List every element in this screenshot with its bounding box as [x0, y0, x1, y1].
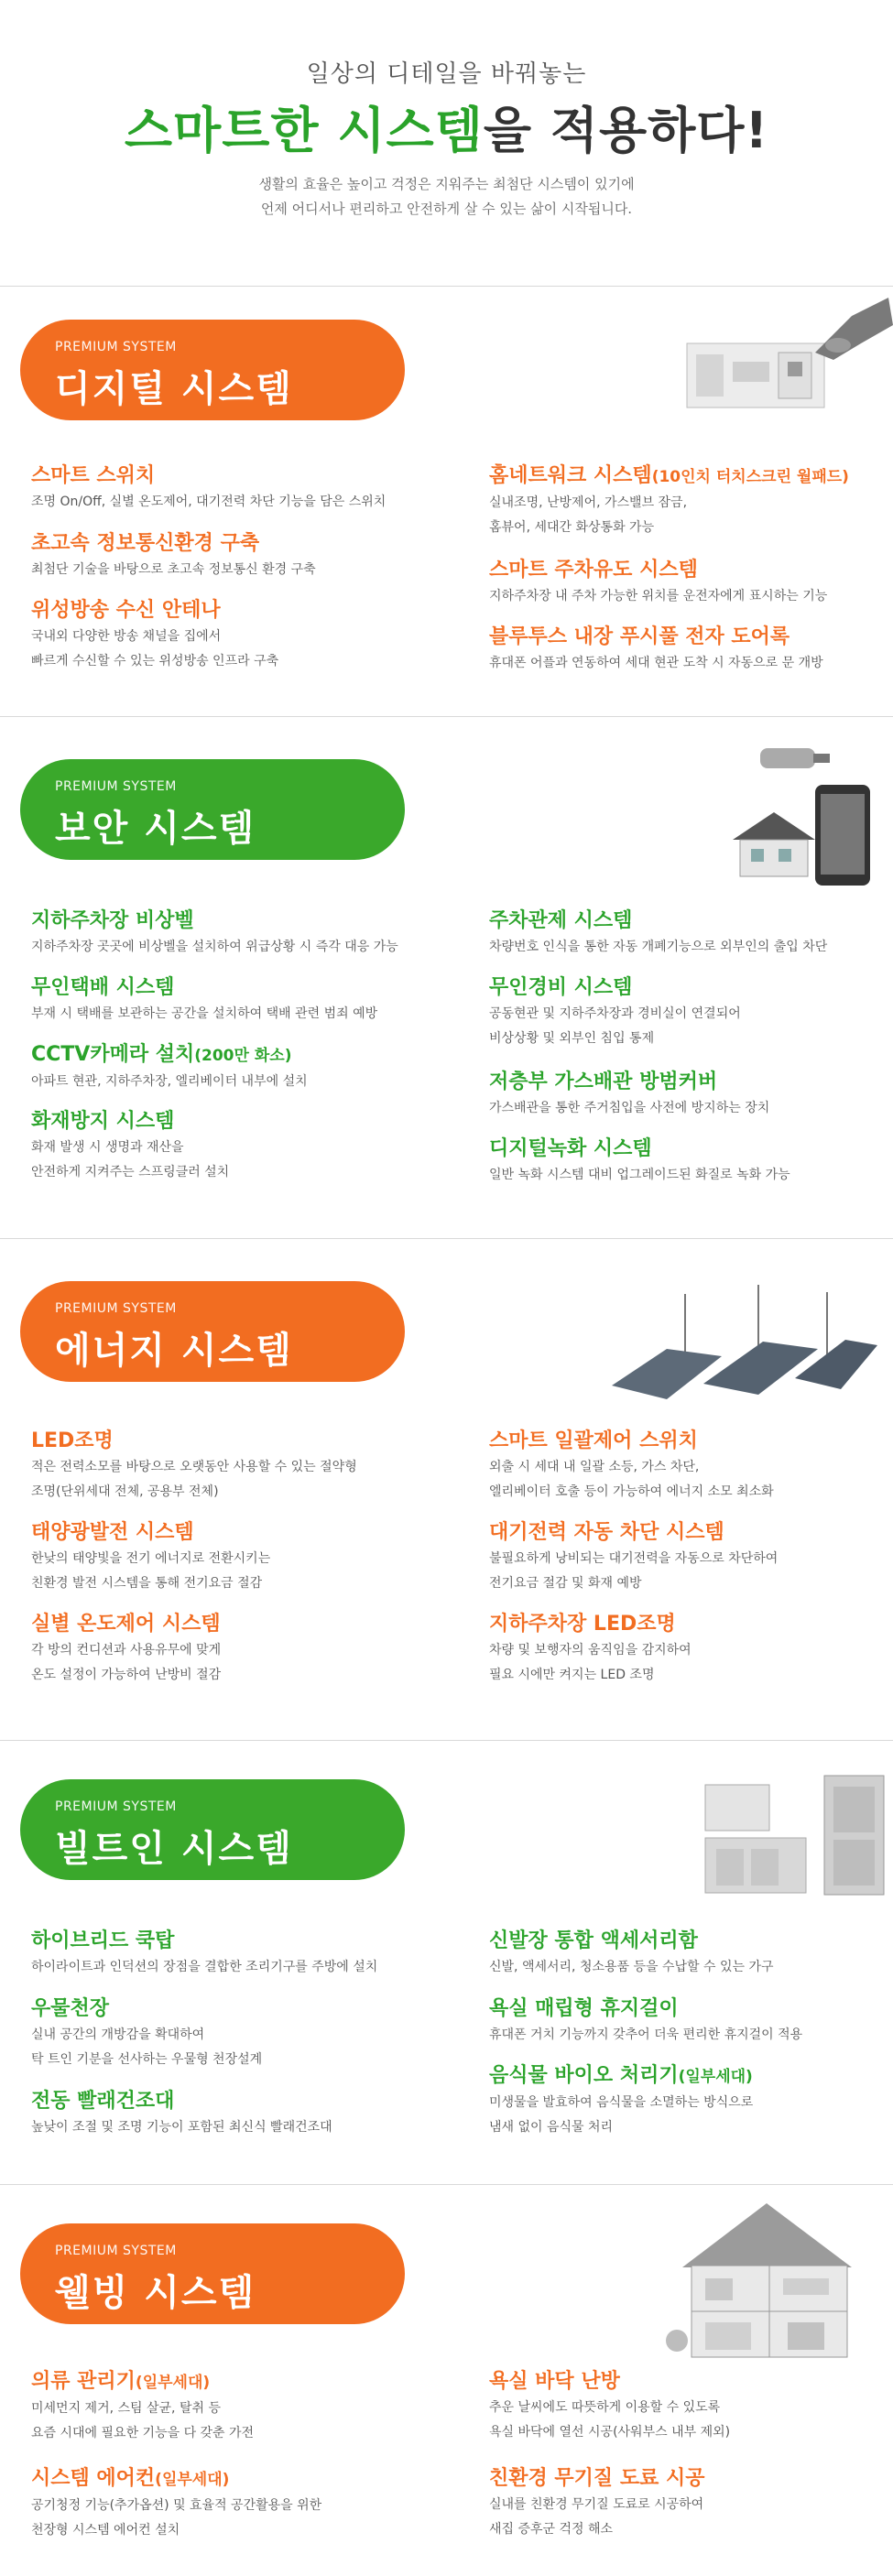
feature-title: 욕실 바닥 난방 — [489, 2370, 620, 2393]
feature-desc: 한낮의 태양빛을 전기 에너지로 전환시키는 — [31, 1551, 271, 1566]
feature-desc: 요즘 시대에 필요한 기능을 다 갖춘 가전 — [31, 2426, 255, 2440]
feature-item — [31, 462, 425, 515]
section-pill — [20, 1779, 405, 1880]
intro-description — [0, 172, 893, 222]
solar-panels-illustration — [612, 1276, 877, 1404]
feature-desc: 각 방의 컨디션과 사용유무에 맞게 — [31, 1643, 222, 1658]
feature-desc: 안전하게 지켜주는 스프링클러 설치 — [31, 1165, 230, 1179]
feature-title: 무인경비 시스템 — [489, 976, 633, 999]
pill-name: 에너지 시스템 — [55, 1330, 293, 1372]
feature-desc: 냄새 없이 음식물 처리 — [489, 2120, 614, 2135]
feature-desc: 탁 트인 기분을 선사하는 우물형 천장설계 — [31, 2052, 263, 2067]
pill-tag: PREMIUM SYSTEM — [55, 779, 177, 794]
feature-desc: 신발, 액세서리, 청소용품 등을 수납할 수 있는 가구 — [489, 1960, 774, 1974]
headline-highlight: 스마트한 시스템 — [124, 102, 484, 159]
section-security — [0, 716, 893, 1238]
feature-desc: 엘리베이터 호출 등이 가능하여 에너지 소모 최소화 — [489, 1484, 774, 1499]
feature-item — [489, 2465, 883, 2542]
feature-title: 초고속 정보통신환경 구축 — [31, 532, 260, 555]
feature-title: 하이브리드 쿡탑 — [31, 1929, 175, 1952]
feature-item — [489, 462, 883, 540]
feature-title: 욕실 매립형 휴지걸이 — [489, 1997, 679, 2020]
feature-desc: 국내외 다양한 방송 채널을 집에서 — [31, 629, 222, 644]
feature-desc: 아파트 현관, 지하주차장, 엘리베이터 내부에 설치 — [31, 1074, 308, 1089]
feature-item — [489, 908, 883, 960]
feature-desc: 휴대폰 거치 기능까지 갖추어 더욱 편리한 휴지걸이 적용 — [489, 2027, 803, 2042]
pill-name: 디지털 시스템 — [55, 368, 293, 410]
feature-title: 저층부 가스배관 방범커버 — [489, 1071, 718, 1093]
feature-title: 지하주차장 LED조명 — [489, 1613, 676, 1636]
feature-title: 무인택배 시스템 — [31, 976, 175, 999]
feature-item — [489, 2062, 883, 2140]
feature-desc: 실내 공간의 개방감을 확대하여 — [31, 2027, 205, 2042]
feature-desc: 실내조명, 난방제어, 가스밸브 잠금, — [489, 495, 688, 510]
feature-item — [489, 1928, 883, 1980]
feature-desc: 일반 녹화 시스템 대비 업그레이드된 화질로 녹화 가능 — [489, 1168, 790, 1182]
feature-item — [31, 1995, 425, 2072]
kitchen-cabinet-illustration — [696, 1766, 888, 1904]
cctv-house-phone-illustration — [724, 739, 879, 895]
pill-tag: PREMIUM SYSTEM — [55, 1799, 177, 1814]
feature-item — [489, 1069, 883, 1121]
feature-item — [31, 1928, 425, 1980]
feature-item — [489, 1136, 883, 1188]
feature-desc: 필요 시에만 켜지는 LED 조명 — [489, 1668, 655, 1682]
feature-desc: 가스배관을 통한 주거침입을 사전에 방지하는 장치 — [489, 1101, 770, 1115]
feature-desc: 지하주차장 곳곳에 비상벨을 설치하여 위급상황 시 즉각 대응 가능 — [31, 940, 398, 954]
section-pill — [20, 2223, 405, 2324]
feature-title: 화재방지 시스템 — [31, 1110, 175, 1133]
feature-title: 위성방송 수신 안테나 — [31, 599, 221, 622]
feature-desc: 최첨단 기술을 바탕으로 초고속 정보통신 환경 구축 — [31, 562, 316, 577]
feature-item — [489, 2368, 883, 2445]
intro-header — [0, 0, 893, 286]
feature-item — [31, 2088, 425, 2140]
feature-desc: 비상상황 및 외부인 침입 통제 — [489, 1031, 655, 1046]
feature-item — [31, 974, 425, 1027]
feature-item — [489, 624, 883, 676]
feature-desc: 미생물을 발효하여 음식물을 소멸하는 방식으로 — [489, 2095, 754, 2110]
feature-item — [31, 1428, 425, 1505]
feature-desc: 친환경 발전 시스템을 통해 전기요금 절감 — [31, 1576, 263, 1591]
feature-title: 실별 온도제어 시스템 — [31, 1613, 221, 1636]
pill-tag: PREMIUM SYSTEM — [55, 340, 177, 354]
feature-title: 전동 빨래건조대 — [31, 2090, 175, 2113]
feature-desc: 실내를 친환경 무기질 도료로 시공하여 — [489, 2497, 704, 2512]
pill-tag: PREMIUM SYSTEM — [55, 2244, 177, 2258]
section-pill — [20, 320, 405, 420]
feature-item — [31, 1611, 425, 1688]
feature-desc: 온도 설정이 가능하여 난방비 절감 — [31, 1668, 222, 1682]
feature-item — [489, 557, 883, 609]
feature-item — [31, 1519, 425, 1596]
feature-title: 음식물 바이오 처리기(일부세대) — [489, 2064, 753, 2087]
feature-desc: 공기청정 기능(추가옵션) 및 효율적 공간활용을 위한 — [31, 2498, 322, 2513]
feature-desc: 외출 시 세대 내 일괄 소등, 가스 차단, — [489, 1460, 700, 1474]
feature-title: CCTV카메라 설치(200만 화소) — [31, 1043, 292, 1066]
feature-title: 의류 관리기(일부세대) — [31, 2370, 211, 2393]
feature-title: 신발장 통합 액세서리함 — [489, 1929, 698, 1952]
feature-desc: 조명(단위세대 전체, 공용부 전체) — [31, 1484, 219, 1499]
feature-title: 스마트 일괄제어 스위치 — [489, 1429, 698, 1452]
feature-desc: 추운 날씨에도 따뜻하게 이용할 수 있도록 — [489, 2400, 721, 2415]
feature-item — [31, 2368, 425, 2446]
feature-desc: 휴대폰 어플과 연동하여 세대 현관 도착 시 자동으로 문 개방 — [489, 656, 823, 670]
feature-desc: 전기요금 절감 및 화재 예방 — [489, 1576, 642, 1591]
pill-name: 보안 시스템 — [55, 808, 256, 850]
feature-title: 태양광발전 시스템 — [31, 1521, 194, 1544]
feature-title: 블루투스 내장 푸시풀 전자 도어록 — [489, 625, 790, 648]
feature-title: 홈네트워크 시스템(10인치 터치스크린 월패드) — [489, 464, 849, 487]
section-builtin — [0, 1740, 893, 2184]
feature-item — [489, 974, 883, 1051]
feature-item — [489, 1519, 883, 1596]
feature-item — [31, 597, 425, 674]
feature-title: 친환경 무기질 도료 시공 — [489, 2467, 705, 2490]
feature-title: 대기전력 자동 차단 시스템 — [489, 1521, 724, 1544]
feature-desc: 차량번호 인식을 통한 자동 개폐기능으로 외부인의 출입 차단 — [489, 940, 828, 954]
feature-desc: 부재 시 택배를 보관하는 공간을 설치하여 택배 관련 범죄 예방 — [31, 1006, 378, 1021]
feature-item — [489, 1611, 883, 1688]
section-energy — [0, 1238, 893, 1740]
feature-desc: 공동현관 및 지하주차장과 경비실이 연결되어 — [489, 1006, 741, 1021]
intro-subheading: 일상의 디테일을 바꿔놓는 — [306, 60, 587, 88]
feature-item — [489, 1428, 883, 1505]
feature-title: 시스템 에어컨(일부세대) — [31, 2467, 230, 2490]
feature-item — [31, 1108, 425, 1185]
intro-desc-line: 생활의 효율은 높이고 걱정은 지워주는 최첨단 시스템이 있기에 — [258, 176, 635, 192]
feature-item — [489, 1995, 883, 2048]
feature-title: 스마트 주차유도 시스템 — [489, 559, 698, 582]
feature-desc: 지하주차장 내 주차 가능한 위치를 운전자에게 표시하는 기능 — [489, 589, 828, 603]
section-digital — [0, 286, 893, 716]
feature-desc: 미세먼지 제거, 스팀 살균, 탈취 등 — [31, 2401, 221, 2416]
feature-item — [31, 1041, 425, 1094]
feature-title: 디지털녹화 시스템 — [489, 1137, 652, 1160]
headline-rest: 을 적용하다! — [483, 102, 769, 159]
feature-title: 스마트 스위치 — [31, 464, 156, 487]
feature-desc: 욕실 바닥에 열선 시공(사워부스 내부 제외) — [489, 2425, 731, 2440]
feature-title: LED조명 — [31, 1429, 114, 1452]
feature-desc: 새집 증후군 걱정 해소 — [489, 2522, 614, 2537]
feature-desc: 홈뷰어, 세대간 화상통화 가능 — [489, 520, 655, 535]
feature-desc: 하이라이트과 인덕션의 장점을 결합한 조리기구를 주방에 설치 — [31, 1960, 378, 1974]
section-wellbeing — [0, 2184, 893, 2576]
intro-headline — [0, 92, 893, 162]
pill-name: 빌트인 시스템 — [55, 1828, 293, 1870]
pill-name: 웰빙 시스템 — [55, 2272, 256, 2314]
feature-desc: 적은 전력소모를 바탕으로 오랫동안 사용할 수 있는 절약형 — [31, 1460, 357, 1474]
feature-title: 주차관제 시스템 — [489, 909, 633, 932]
feature-item — [31, 530, 425, 582]
section-pill — [20, 1281, 405, 1382]
house-cutaway-illustration — [664, 2194, 870, 2364]
feature-title: 우물천장 — [31, 1997, 110, 2020]
pill-tag: PREMIUM SYSTEM — [55, 1301, 177, 1316]
feature-desc: 빠르게 수신할 수 있는 위성방송 인프라 구축 — [31, 654, 279, 668]
feature-desc: 조명 On/Off, 실별 온도제어, 대기전력 차단 기능을 담은 스위치 — [31, 495, 387, 509]
feature-title: 지하주차장 비상벨 — [31, 909, 194, 932]
feature-desc: 불필요하게 낭비되는 대기전력을 자동으로 차단하여 — [489, 1551, 779, 1566]
smart-home-hand-illustration — [678, 288, 893, 426]
feature-desc: 높낮이 조절 및 조명 기능이 포함된 최신식 빨래건조대 — [31, 2120, 332, 2135]
feature-desc: 화재 발생 시 생명과 재산을 — [31, 1140, 184, 1155]
feature-item — [31, 2465, 425, 2543]
feature-desc: 차량 및 보행자의 움직임을 감지하여 — [489, 1643, 692, 1658]
section-pill — [20, 759, 405, 860]
intro-desc-line: 언제 어디서나 편리하고 안전하게 살 수 있는 삶이 시작됩니다. — [260, 201, 633, 217]
feature-item — [31, 908, 425, 960]
feature-desc: 천장형 시스템 에어컨 설치 — [31, 2523, 180, 2538]
